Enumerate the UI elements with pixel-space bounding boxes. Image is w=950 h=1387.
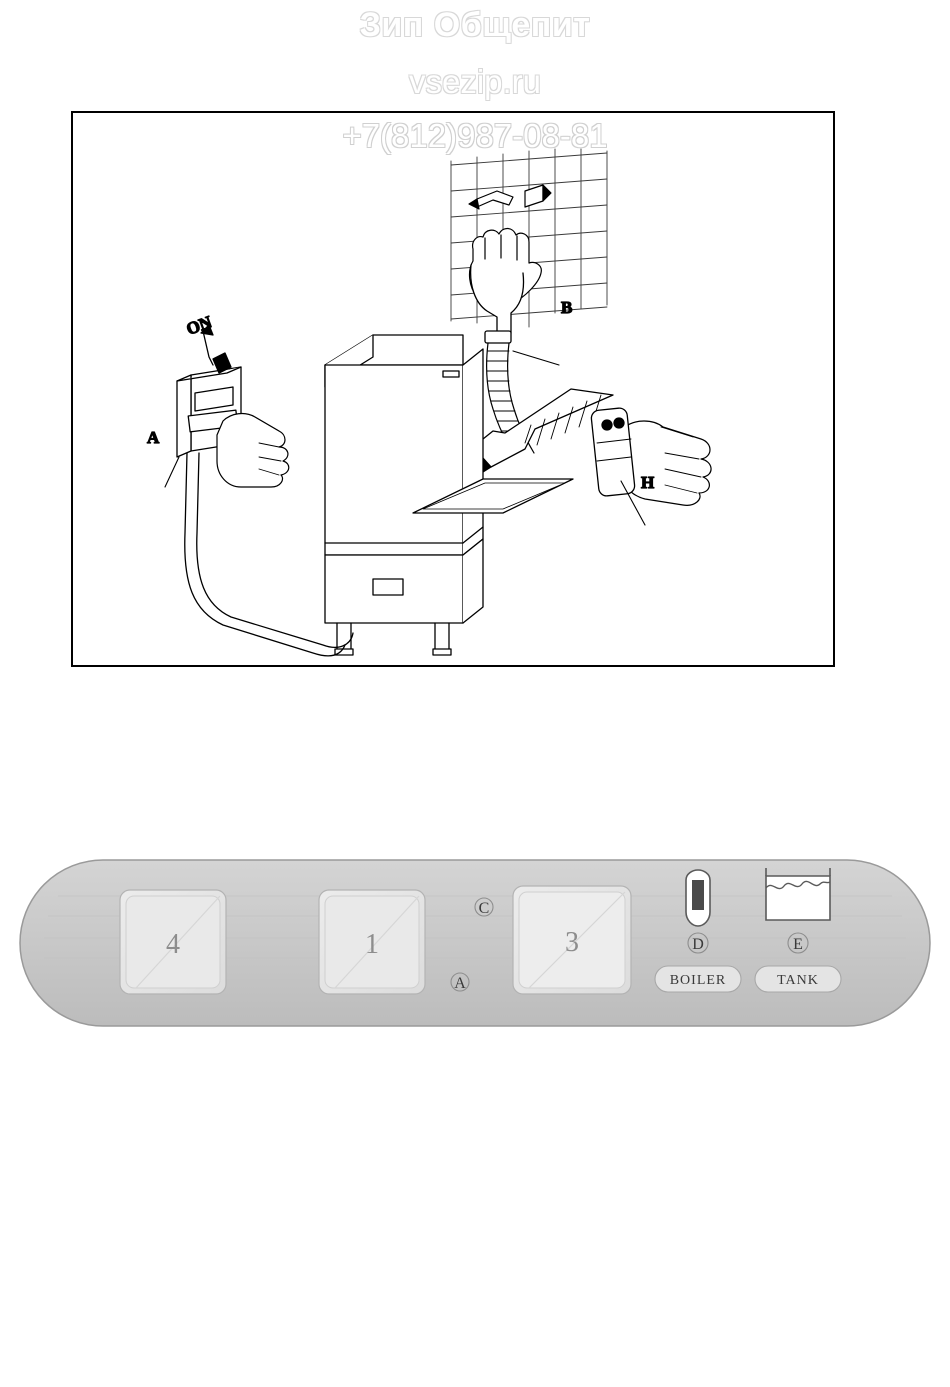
switch-on-text: ON xyxy=(183,312,215,339)
indicator-a-letter: A xyxy=(454,975,466,992)
tank-label: TANK xyxy=(777,973,819,988)
installation-diagram xyxy=(71,111,835,667)
button-1[interactable] xyxy=(319,890,425,994)
button-1-digit: 1 xyxy=(365,929,379,960)
hand-icon-switch xyxy=(217,414,289,487)
thermometer-icon xyxy=(686,870,710,926)
label-b: B xyxy=(561,298,573,317)
button-3-digit: 3 xyxy=(565,927,579,958)
label-a: A xyxy=(147,428,160,447)
indicator-d-letter: D xyxy=(692,936,704,953)
indicator-e-letter: E xyxy=(793,936,803,953)
tile-wall-icon xyxy=(451,149,607,327)
tank-water-icon xyxy=(766,868,830,920)
label-h: H xyxy=(641,473,655,492)
button-4[interactable] xyxy=(120,890,226,994)
indicator-c-letter: C xyxy=(478,900,490,917)
control-panel[interactable] xyxy=(18,858,932,1028)
watermark-brand: Зип Общепит xyxy=(359,6,591,44)
boiler-label: BOILER xyxy=(669,973,727,988)
water-tap-icon xyxy=(471,265,524,343)
dishwasher-icon xyxy=(325,335,573,655)
watermark-phone: +7(812)987-08-81 xyxy=(342,117,608,154)
watermark-site: vsezip.ru xyxy=(408,63,542,100)
button-4-digit: 4 xyxy=(166,929,180,960)
hose-fitting-icon xyxy=(591,407,636,496)
button-3[interactable] xyxy=(513,886,631,994)
